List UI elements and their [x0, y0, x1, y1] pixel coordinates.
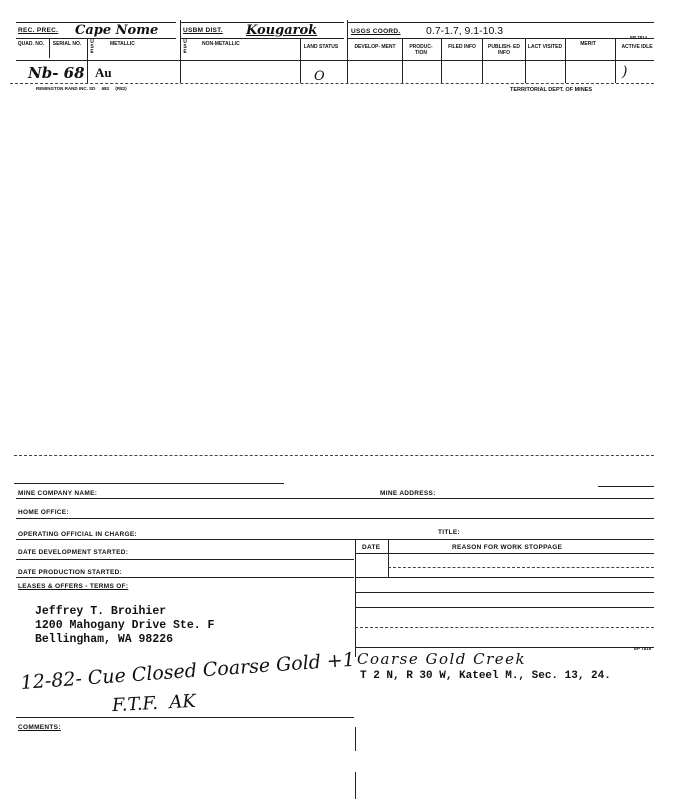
mine-address-label: MINE ADDRESS:	[380, 490, 436, 497]
operating-official-label: OPERATING OFFICIAL IN CHARGE:	[18, 531, 137, 538]
production-started-label: DATE PRODUCTION STARTED:	[18, 569, 123, 576]
metallic-value: Au	[95, 65, 112, 80]
comments-label: COMMENTS:	[18, 724, 61, 731]
metallic-header: METALLIC	[110, 41, 135, 47]
form-number-bottom: EP 7815	[634, 646, 652, 651]
location-name: Coarse Gold Creek	[357, 650, 527, 668]
handwritten-note-line1: 12-82- Cue Closed Coarse Gold +1	[20, 648, 356, 694]
last-visited-header: LACT VISITED	[527, 44, 563, 50]
non-metallic-header: NON-METALLIC	[202, 41, 240, 47]
department-label: TERRITORIAL DEPT. OF MINES	[510, 87, 592, 93]
date-column-header: DATE	[362, 544, 381, 551]
published-info-header: PUBLISH- ED INFO	[488, 44, 520, 56]
quad-serial-value: Nb- 68	[28, 64, 85, 82]
active-idle-header: ACTIVE IDLE	[621, 44, 653, 50]
usbm-dist-label: USBM DIST.	[183, 27, 223, 34]
use-header-1: U S E	[90, 39, 94, 55]
usgs-coord-value: 0.7-1.7, 9.1-10.3	[426, 25, 504, 37]
title-label: TITLE:	[438, 529, 461, 536]
home-office-label: HOME OFFICE:	[18, 509, 69, 516]
serial-no-header: SERIAL NO.	[52, 41, 82, 47]
handwritten-note-line2: F.T.F. AK	[111, 690, 197, 717]
usgs-coord-label: USGS COORD.	[351, 28, 401, 35]
rec-prec-value: Cape Nome	[75, 23, 159, 38]
quad-no-header: QUAD. NO.	[17, 41, 45, 47]
form-number-top: EP 7814	[630, 35, 648, 40]
leases-offers-label: LEASES & OFFERS - TERMS OF:	[18, 583, 129, 590]
lessee-city: Bellingham, WA 98226	[35, 633, 174, 646]
use-header-2: U S E	[183, 39, 187, 55]
development-started-label: DATE DEVELOPMENT STARTED:	[18, 549, 129, 556]
active-idle-mark: )	[622, 64, 628, 80]
merit-header: MERIT	[580, 41, 596, 47]
mine-company-label: MINE COMPANY NAME:	[18, 490, 98, 497]
printer-line: REMINGTON RAND INC. SD 682 (R82)	[36, 86, 127, 91]
rec-prec-label: REC. PREC.	[18, 27, 59, 34]
usbm-dist-value: Kougarok	[246, 23, 318, 38]
filed-info-header: FILED INFO	[448, 44, 476, 50]
location-description: T 2 N, R 30 W, Kateel M., Sec. 13, 24.	[360, 670, 611, 682]
land-status-header: LAND STATUS	[303, 44, 339, 50]
land-status-value: O	[314, 69, 325, 84]
lessee-street: 1200 Mahogany Drive Ste. F	[35, 619, 215, 632]
lessee-name: Jeffrey T. Broihier	[35, 605, 167, 618]
reason-column-header: REASON FOR WORK STOPPAGE	[452, 544, 563, 551]
production-header: PRODUC- TION	[409, 44, 433, 56]
development-header: DEVELOP- MENT	[354, 44, 396, 50]
